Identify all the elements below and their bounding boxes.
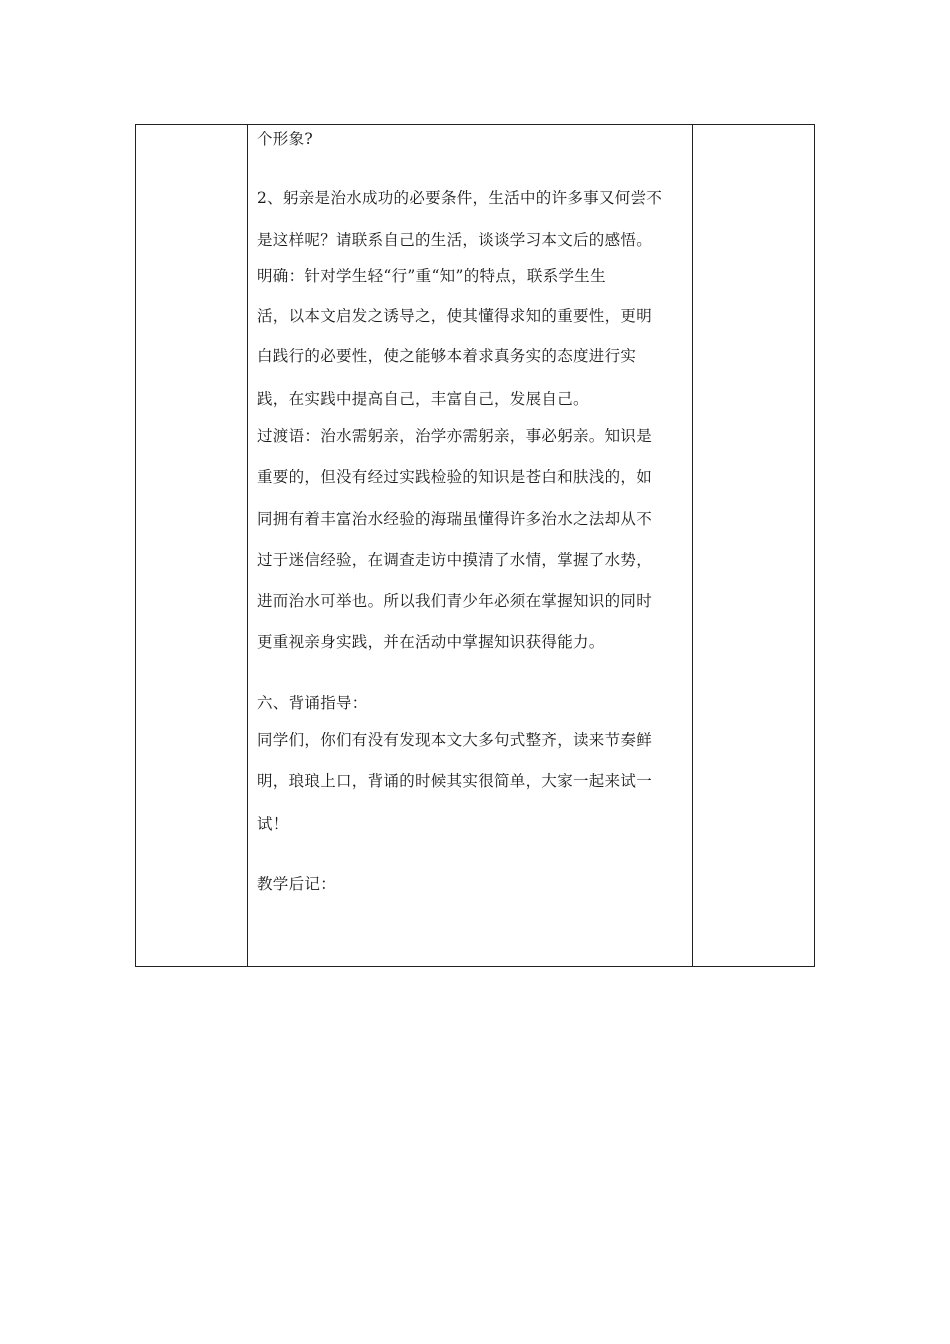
text-line: 同拥有着丰富治水经验的海瑞虽懂得许多治水之法却从不 [257,510,653,528]
text-line: 活，以本文启发之诱导之，使其懂得求知的重要性，更明 [257,307,653,325]
text-line: 是这样呢？请联系自己的生活，谈谈学习本文后的感悟。 [257,231,653,249]
lesson-table [135,124,815,967]
column-divider-left [247,125,248,966]
section-heading: 六、背诵指导： [257,694,368,712]
section-heading: 教学后记： [257,875,337,893]
text-line: 过于迷信经验，在调查走访中摸清了水情，掌握了水势， [257,551,653,569]
text-line: 进而治水可举也。所以我们青少年必须在掌握知识的同时 [257,592,653,610]
text-line: 试！ [257,815,289,833]
text-line: 白践行的必要性，使之能够本着求真务实的态度进行实 [257,347,637,365]
text-line: 2、躬亲是治水成功的必要条件，生活中的许多事又何尝不 [257,189,663,207]
text-line: 更重视亲身实践，并在活动中掌握知识获得能力。 [257,633,605,651]
text-line: 践，在实践中提高自己，丰富自己，发展自己。 [257,390,589,408]
text-line: 过渡语：治水需躬亲，治学亦需躬亲，事必躬亲。知识是 [257,427,653,445]
text-line: 同学们，你们有没有发现本文大多句式整齐，读来节奏鲜 [257,731,653,749]
column-divider-right [692,125,693,966]
text-line: 明确：针对学生轻“行”重“知”的特点，联系学生生 [257,267,606,285]
text-line: 明，琅琅上口，背诵的时候其实很简单，大家一起来试一 [257,772,653,790]
text-line: 重要的，但没有经过实践检验的知识是苍白和肤浅的，如 [257,468,653,486]
text-line: 个形象? [257,130,314,148]
